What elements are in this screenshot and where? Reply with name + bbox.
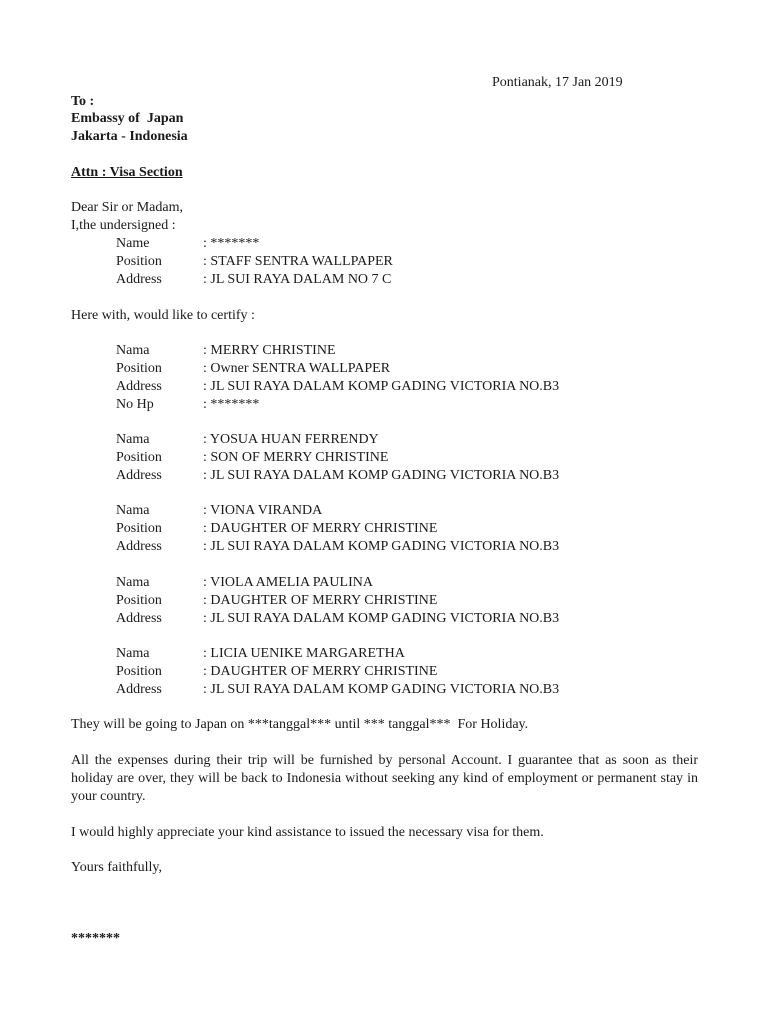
field-label: Nama (116, 432, 150, 447)
field-value: : ******* (203, 397, 260, 412)
field-value: : JL SUI RAYA DALAM NO 7 C (203, 272, 392, 287)
field-label: Position (116, 664, 162, 679)
field-value: : Owner SENTRA WALLPAPER (203, 361, 391, 376)
field-label: Address (116, 379, 162, 394)
field-label: Address (116, 468, 162, 483)
field-value: : YOSUA HUAN FERRENDY (203, 432, 379, 447)
field-value: : MERRY CHRISTINE (203, 343, 336, 358)
field-label: Position (116, 593, 162, 608)
field-label: Address (116, 272, 162, 287)
field-label: Nama (116, 575, 150, 590)
field-value: : VIONA VIRANDA (203, 503, 323, 518)
field-label: Address (116, 611, 162, 626)
salutation: Dear Sir or Madam, (71, 200, 183, 215)
certify-intro: Here with, would like to certify : (71, 308, 255, 323)
field-label: Position (116, 361, 162, 376)
field-value: : JL SUI RAYA DALAM KOMP GADING VICTORIA NO.B3 (203, 379, 560, 394)
field-value: : JL SUI RAYA DALAM KOMP GADING VICTORIA NO.B3 (203, 539, 560, 554)
expenses-paragraph: All the expenses during their trip will be furnished by personal Account. I guarantee that as soon as their holiday are over, they will be back to Indonesia without seeking any kind of employment or permanent stay in your country. (71, 753, 698, 804)
recipient-line-1: Embassy of Japan (71, 111, 184, 126)
field-value: : SON OF MERRY CHRISTINE (203, 450, 389, 465)
travel-statement: They will be going to Japan on ***tanggal*** until *** tanggal*** For Holiday. (71, 717, 529, 732)
intro-line: I,the undersigned : (71, 218, 176, 233)
field-value: : DAUGHTER OF MERRY CHRISTINE (203, 521, 438, 536)
field-value: : VIOLA AMELIA PAULINA (203, 575, 373, 590)
field-label: Nama (116, 343, 150, 358)
field-label: Position (116, 450, 162, 465)
field-label: Address (116, 682, 162, 697)
field-value: : JL SUI RAYA DALAM KOMP GADING VICTORIA NO.B3 (203, 611, 560, 626)
field-value: : JL SUI RAYA DALAM KOMP GADING VICTORIA NO.B3 (203, 682, 560, 697)
field-value: : DAUGHTER OF MERRY CHRISTINE (203, 593, 438, 608)
field-label: No Hp (116, 397, 154, 412)
field-value: : LICIA UENIKE MARGARETHA (203, 646, 405, 661)
field-label: Position (116, 254, 162, 269)
field-label: Nama (116, 503, 150, 518)
closing: Yours faithfully, (71, 860, 163, 875)
field-label: Nama (116, 646, 150, 661)
to-label: To : (71, 94, 95, 109)
signature: ******* (71, 931, 120, 946)
field-label: Address (116, 539, 162, 554)
appreciation-paragraph: I would highly appreciate your kind assistance to issued the necessary visa for them. (71, 825, 544, 840)
field-value: : DAUGHTER OF MERRY CHRISTINE (203, 664, 438, 679)
attention-line: Attn : Visa Section (71, 165, 183, 180)
field-value: : ******* (203, 236, 260, 251)
field-value: : STAFF SENTRA WALLPAPER (203, 254, 393, 269)
field-label: Position (116, 521, 162, 536)
recipient-line-2: Jakarta - Indonesia (71, 129, 188, 144)
place-date: Pontianak, 17 Jan 2019 (492, 75, 623, 90)
field-value: : JL SUI RAYA DALAM KOMP GADING VICTORIA NO.B3 (203, 468, 560, 483)
field-label: Name (116, 236, 150, 251)
